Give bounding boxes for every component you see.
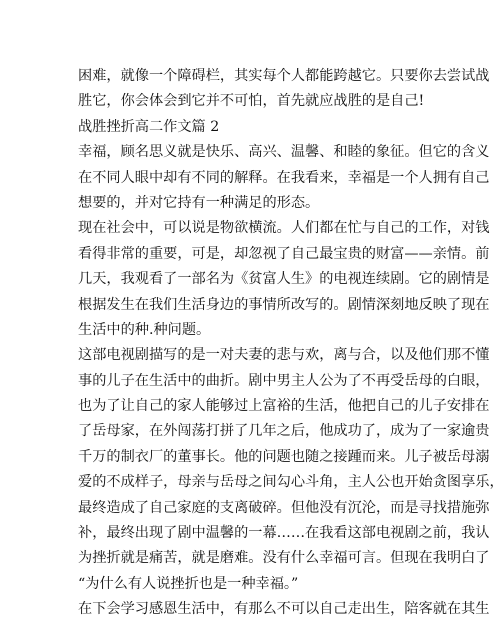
text-line: 生活中的种.种问题。: [78, 321, 211, 338]
text-line: 胜它，你会体会到它并不可怕，首先就应战胜的是自己!: [78, 93, 425, 110]
text-line: 困难，就像一个障碍栏，其实每个人都能跨越它。只要你去尝试战: [78, 68, 490, 84]
text-segment: 千万的制衣厂的董事长。他的问题也随之接踵而来。: [78, 448, 405, 465]
text-line: 幸福，顾名思义就是快乐、高兴、温馨、和睦的象征。但它的含义: [78, 144, 490, 161]
text-line-partial: 在下会学习感恩生活中，有那么不可以自己走出生，陪客就在其生: [78, 601, 490, 618]
text-line: 事的儿子在生活中的曲折。剧中男主人公为了不再受岳母的白眼，: [78, 372, 490, 389]
text-line: 看得非常的重要，可是，却忽视了自己最宝贵的财富——亲情。前: [78, 245, 490, 262]
text-line: 在不同人眼中却有不同的解释。在我看来，幸福是一个人拥有自己: [78, 169, 490, 186]
text-line: 为挫折就是痛苦，就是磨难。没有什么幸福可言。但现在我明白了: [78, 550, 490, 567]
text-line: 几天，我观看了一部名为《贫富人生》的电视连续剧。它的剧情是: [78, 271, 490, 288]
text-line: 想要的，并对它持有一种满足的形态。: [78, 194, 320, 211]
text-line: 根据发生在我们生活身边的事情所改写的。剧情深刻地反映了现在: [78, 296, 490, 313]
text-line: 补，最终出现了剧中温馨的一幕……在我看这部电视剧之前，我认: [78, 525, 490, 542]
text-line: [78, 445, 490, 470]
text-line: 这部电视剧描写的是一对夫妻的悲与欢，离与合，以及他们那不懂: [78, 347, 490, 364]
article-text: [78, 64, 504, 618]
text-line: “为什么有人说挫折也是一种幸福。”: [78, 575, 299, 592]
text-line: 现在社会中，可以说是物欲横流。人们都在忙与自己的工作，对钱: [78, 220, 490, 237]
text-line: 了岳母家，在外闯荡打拼了几年之后，他成功了，成为了一家逾贵: [78, 423, 490, 440]
article-heading: 战胜挫折高二作文篇 2: [78, 118, 220, 135]
text-segment: 儿子被岳母溺: [404, 448, 490, 465]
text-line: 爱的不成样子，母亲与岳母之间勾心斗角，主人公也开始贪图享乐，: [78, 474, 504, 491]
text-line: 也为了让自己的家人能够过上富裕的生活，他把自己的儿子安排在: [78, 398, 490, 415]
text-line: 最终造成了自己家庭的支离破碎。但他没有沉沦，而是寻找措施弥: [78, 499, 490, 516]
